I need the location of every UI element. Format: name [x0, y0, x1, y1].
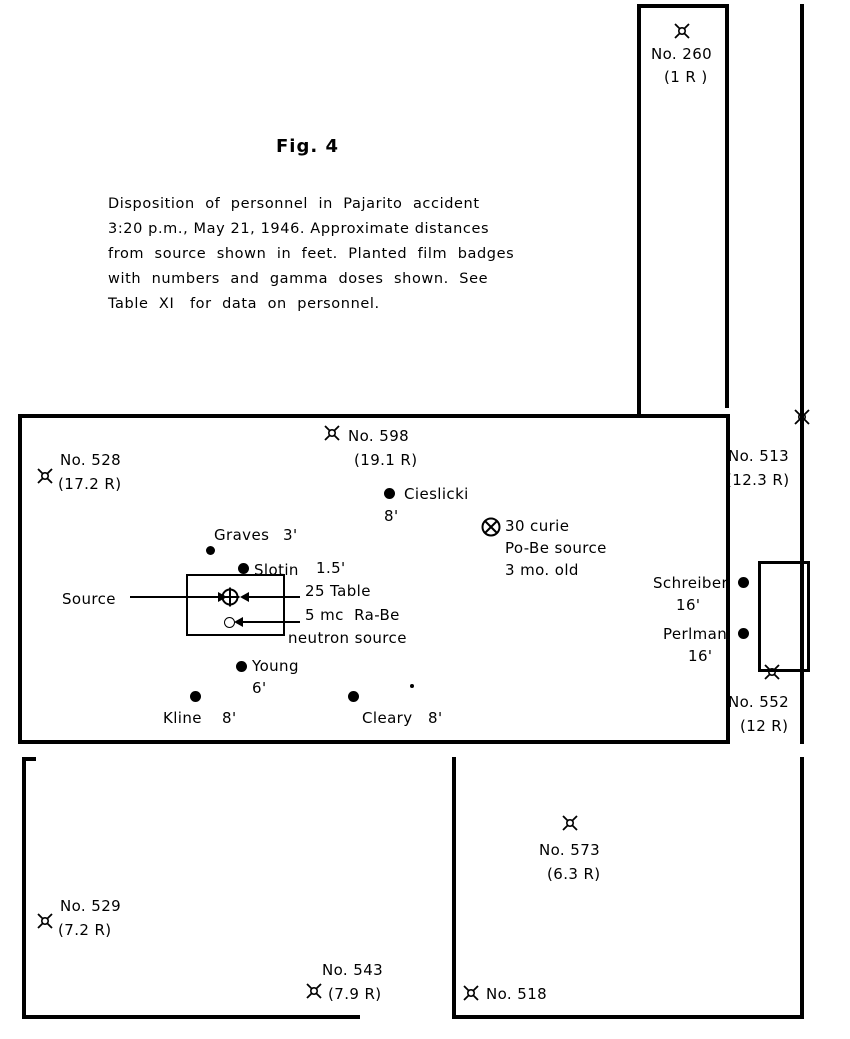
film-badge-icon: [673, 22, 691, 40]
person-schreiber-name: Schreiber: [653, 574, 729, 592]
film-badge-icon: [305, 982, 323, 1000]
bench-rectangle: [758, 561, 810, 672]
person-marker: [738, 577, 749, 588]
film-badge-icon: [36, 912, 54, 930]
person-perlman-distance: 16': [688, 647, 713, 665]
badge-552-dose: (12 R): [740, 717, 789, 735]
film-badge-icon: [36, 467, 54, 485]
badge-552-name: No. 552: [728, 693, 790, 711]
person-kline-name: Kline: [163, 709, 202, 727]
caption-line-3: from source shown in feet. Planted film badges: [108, 246, 515, 262]
badge-260-name: No. 260: [651, 45, 713, 63]
po-be-label-line3: 3 mo. old: [505, 561, 579, 579]
po-be-source-icon: [480, 516, 502, 538]
badge-528-name: No. 528: [60, 451, 122, 469]
badge-573-name: No. 573: [539, 841, 601, 859]
table-arrow-head-icon: [240, 592, 249, 602]
person-graves-name: Graves: [214, 526, 270, 544]
person-cleary-name: Cleary: [362, 709, 413, 727]
caption-line-4: with numbers and gamma doses shown. See: [108, 271, 489, 287]
source-arrow-head-icon: [218, 592, 227, 602]
wall-main-room-bottom: [18, 740, 730, 744]
wall-top-right-horizontal: [637, 4, 729, 8]
badge-598-dose: (19.1 R): [354, 451, 418, 469]
person-kline-distance: 8': [222, 709, 237, 727]
person-marker: [738, 628, 749, 639]
person-marker: [384, 488, 395, 499]
badge-260-dose: (1 R ): [664, 68, 708, 86]
neutron-source-label-line1: 5 mc Ra-Be: [305, 606, 400, 624]
badge-529-dose: (7.2 R): [58, 921, 112, 939]
film-badge-icon: [462, 984, 480, 1002]
person-marker: [206, 546, 215, 555]
badge-573-dose: (6.3 R): [547, 865, 601, 883]
badge-513-dose: (12.3 R): [726, 471, 790, 489]
wall-lower-right-vertical-right: [800, 757, 804, 1019]
person-marker: [190, 691, 201, 702]
badge-598-name: No. 598: [348, 427, 410, 445]
source-arrow-line: [130, 596, 222, 598]
po-be-label-line1: 30 curie: [505, 517, 570, 535]
person-marker: [236, 661, 247, 672]
film-badge-icon: [763, 663, 781, 681]
scan-speck: [410, 684, 414, 688]
po-be-label-line2: Po-Be source: [505, 539, 607, 557]
person-cieslicki-name: Cieslicki: [404, 485, 469, 503]
source-label: Source: [62, 590, 116, 608]
wall-top-right-vertical-right: [725, 4, 729, 408]
table-arrow-line: [244, 596, 300, 598]
person-slotin-name: Slotin: [254, 561, 299, 579]
badge-543-dose: (7.9 R): [328, 985, 382, 1003]
badge-518-name: No. 518: [486, 985, 548, 1003]
wall-lower-right-bottom: [452, 1015, 804, 1019]
table-label: 25 Table: [305, 582, 371, 600]
person-schreiber-distance: 16': [676, 596, 701, 614]
neutron-source-arrow-head-icon: [234, 617, 243, 627]
badge-528-dose: (17.2 R): [58, 475, 122, 493]
person-cieslicki-distance: 8': [384, 507, 399, 525]
film-badge-icon: [793, 408, 811, 426]
wall-main-room-left: [18, 414, 22, 744]
wall-lower-left-horizontal-top: [22, 757, 36, 761]
person-graves-distance: 3': [283, 526, 298, 544]
person-slotin-distance: 1.5': [316, 559, 346, 577]
wall-outer-right-vertical: [800, 4, 804, 418]
caption-line-2: 3:20 p.m., May 21, 1946. Approximate distances: [108, 221, 490, 237]
wall-lower-right-vertical-left: [452, 757, 456, 1019]
person-cleary-distance: 8': [428, 709, 443, 727]
film-badge-icon: [323, 424, 341, 442]
wall-lower-left-bottom: [22, 1015, 360, 1019]
person-perlman-name: Perlman: [663, 625, 728, 643]
neutron-source-arrow-line: [238, 621, 300, 623]
badge-529-name: No. 529: [60, 897, 122, 915]
figure-title: Fig. 4: [276, 136, 339, 157]
wall-lower-left-vertical: [22, 757, 26, 1019]
person-marker: [348, 691, 359, 702]
badge-513-name: No. 513: [728, 447, 790, 465]
wall-top-right-vertical-left: [637, 4, 641, 414]
caption-line-5: Table XI for data on personnel.: [108, 296, 380, 312]
person-marker: [238, 563, 249, 574]
neutron-source-label-line2: neutron source: [288, 629, 407, 647]
film-badge-icon: [561, 814, 579, 832]
caption-line-1: Disposition of personnel in Pajarito accident: [108, 196, 480, 212]
person-young-distance: 6': [252, 679, 267, 697]
badge-543-name: No. 543: [322, 961, 384, 979]
person-young-name: Young: [252, 657, 299, 675]
wall-main-room-top: [18, 414, 730, 418]
